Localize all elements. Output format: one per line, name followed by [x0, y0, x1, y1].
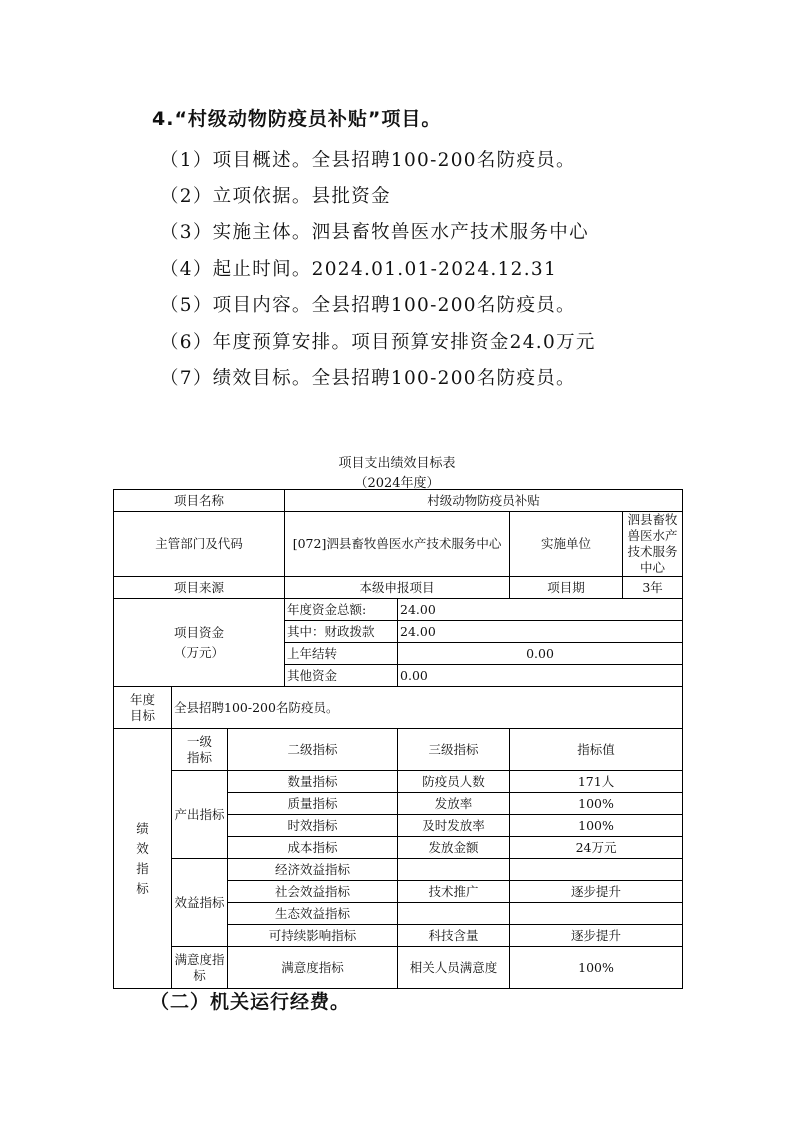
perf-label-char: 绩: [136, 820, 149, 836]
satisfaction-l2: 满意度指标: [228, 947, 398, 989]
item-goal: （7）绩效目标。全县招聘100-200名防疫员。: [160, 368, 576, 389]
dept-value: [072]泗县畜牧兽医水产技术服务中心: [285, 512, 510, 577]
period-label: 项目期: [510, 577, 623, 599]
satisfaction-label-line1: 满意度指: [174, 951, 225, 967]
funds-carryover-value: 0.00: [398, 643, 683, 665]
satisfaction-indicator-label: [172, 947, 228, 989]
output-l2: 时效指标: [228, 815, 398, 837]
funds-label: [114, 599, 285, 687]
header-level1-line2: 指标: [186, 749, 212, 765]
item-overview: （1）项目概述。全县招聘100-200名防疫员。: [160, 150, 576, 171]
table-year: （2024年度）: [354, 476, 440, 491]
output-value: 24万元: [510, 837, 683, 859]
perf-label-char: 指: [136, 860, 149, 876]
output-l2: 质量指标: [228, 793, 398, 815]
output-l3: 及时发放率: [398, 815, 510, 837]
benefit-value: [510, 903, 683, 925]
header-level2: 二级指标: [228, 729, 398, 771]
section-heading: 4.“村级动物防疫员补贴”项目。: [152, 108, 442, 130]
header-value: 指标值: [510, 729, 683, 771]
annual-goal-label-line2: 目标: [129, 707, 155, 723]
benefit-indicator-label: 效益指标: [172, 859, 228, 947]
header-level3: 三级指标: [398, 729, 510, 771]
period-value: 3年: [623, 577, 683, 599]
funds-total-value: 24.00: [398, 599, 683, 621]
output-value: 171人: [510, 771, 683, 793]
benefit-l3: 技术推广: [398, 881, 510, 903]
item-basis: （2）立项依据。县批资金: [160, 186, 391, 207]
funds-label-text: 项目资金: [174, 624, 225, 640]
benefit-value: 逐步提升: [510, 925, 683, 947]
annual-goal-value: 全县招聘100-200名防疫员。: [172, 687, 683, 729]
funds-other-label: 其他资金: [285, 665, 398, 687]
output-value: 100%: [510, 793, 683, 815]
output-value: 100%: [510, 815, 683, 837]
benefit-l2: 生态效益指标: [228, 903, 398, 925]
impl-label: 实施单位: [510, 512, 623, 577]
benefit-value: [510, 859, 683, 881]
benefit-value: 逐步提升: [510, 881, 683, 903]
benefit-l3: [398, 903, 510, 925]
satisfaction-l3: 相关人员满意度: [398, 947, 510, 989]
item-budget: （6）年度预算安排。项目预算安排资金24.0万元: [160, 332, 596, 353]
output-l3: 防疫员人数: [398, 771, 510, 793]
item-period: （4）起止时间。2024.01.01-2024.12.31: [160, 259, 558, 280]
funds-other-value: 0.00: [398, 665, 683, 687]
benefit-l2: 社会效益指标: [228, 881, 398, 903]
output-l2: 数量指标: [228, 771, 398, 793]
dept-label: 主管部门及代码: [114, 512, 285, 577]
project-name-value: 村级动物防疫员补贴: [285, 490, 683, 512]
table-title: 项目支出绩效目标表: [338, 456, 456, 471]
annual-goal-label-line1: 年度: [129, 691, 155, 707]
project-name-label: 项目名称: [114, 490, 285, 512]
funds-unit-text: （万元）: [174, 644, 225, 660]
source-label: 项目来源: [114, 577, 285, 599]
annual-goal-label: [114, 687, 172, 729]
perf-label: [114, 729, 172, 989]
output-indicator-label: 产出指标: [172, 771, 228, 859]
source-value: 本级申报项目: [285, 577, 510, 599]
header-level1-line1: 一级: [186, 733, 212, 749]
funds-carryover-label: 上年结转: [285, 643, 398, 665]
benefit-l2: 经济效益指标: [228, 859, 398, 881]
funds-fiscal-label: 其中：财政拨款: [285, 621, 398, 643]
funds-fiscal-value: 24.00: [398, 621, 683, 643]
item-content: （5）项目内容。全县招聘100-200名防疫员。: [160, 295, 576, 316]
output-l3: 发放率: [398, 793, 510, 815]
benefit-l2: 可持续影响指标: [228, 925, 398, 947]
satisfaction-label-line2: 标: [193, 967, 206, 983]
item-implementer: （3）实施主体。泗县畜牧兽医水产技术服务中心: [160, 222, 589, 243]
impl-value: 泗县畜牧兽医水产技术服务中心: [623, 512, 683, 577]
perf-label-char: 效: [136, 840, 149, 856]
funds-total-label: 年度资金总额:: [285, 599, 398, 621]
output-l2: 成本指标: [228, 837, 398, 859]
header-level1: [172, 729, 228, 771]
performance-target-table: [113, 489, 683, 989]
perf-label-char: 标: [136, 880, 149, 896]
satisfaction-value: 100%: [510, 947, 683, 989]
output-l3: 发放金额: [398, 837, 510, 859]
footer-heading: （二）机关运行经费。: [150, 991, 351, 1013]
benefit-l3: 科技含量: [398, 925, 510, 947]
benefit-l3: [398, 859, 510, 881]
